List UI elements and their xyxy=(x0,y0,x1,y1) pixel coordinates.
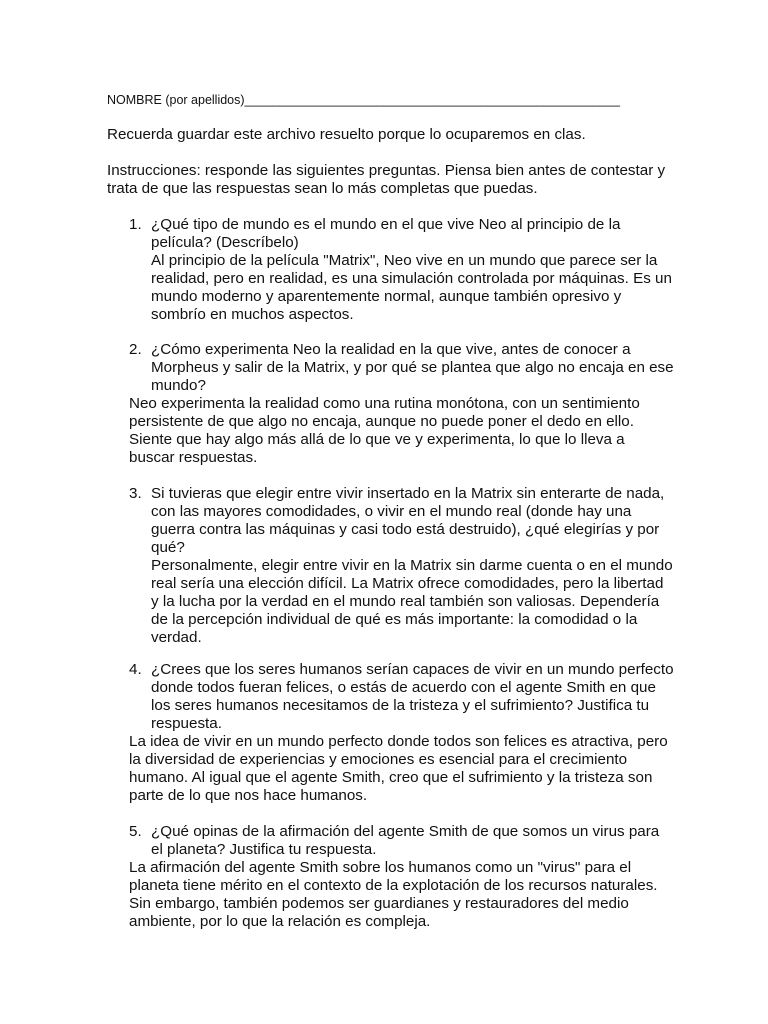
question-text: ¿Crees que los seres humanos serían capaces de vivir en un mundo perfecto donde todos fueran felices, o estás de acuerdo con el agente Smith en que los seres humanos necesitamos de la tristeza y el sufrimiento? Justifica tu respuesta. xyxy=(151,661,674,732)
question-number: 2. xyxy=(129,341,142,358)
question-number: 4. xyxy=(129,661,142,678)
name-field-line: NOMBRE (por apellidos)______________________________________________________ xyxy=(107,93,620,107)
instructions-text: Instrucciones: responde las siguientes preguntas. Piensa bien antes de contestar y trata de que las respuestas sean lo más completas que puedas. xyxy=(107,162,666,197)
answer-text: La afirmación del agente Smith sobre los humanos como un "virus" para el planeta tiene mérito en el contexto de la explotación de los recursos naturales. Sin embargo, también podemos ser guardianes y restauradores del medio ambiente, por lo que la relación es compleja. xyxy=(129,859,658,930)
question-text: Si tuvieras que elegir entre vivir insertado en la Matrix sin enterarte de nada, con las mayores comodidades, o vivir en el mundo real (donde hay una guerra contra las máquinas y casi todo está destruido), ¿qué elegirías y por qué? xyxy=(151,485,665,556)
answer-text: Personalmente, elegir entre vivir en la Matrix sin darme cuenta o en el mundo real sería una elección difícil. La Matrix ofrece comodidades, pero la libertad y la lucha por la verdad en el mundo real también son valiosas. Dependería de la percepción individual de qué es más importante: la comodidad o la verdad. xyxy=(151,557,673,646)
question-item-3 xyxy=(129,485,674,647)
answer-text: Neo experimenta la realidad como una rutina monótona, con un sentimiento persistente de que algo no encaja, aunque no puede poner el dedo en ello. Siente que hay algo más allá de lo que ve y experimenta, lo que lo lleva a buscar respuestas. xyxy=(129,395,640,466)
question-number: 1. xyxy=(129,216,142,233)
question-number: 3. xyxy=(129,485,142,502)
reminder-text: Recuerda guardar este archivo resuelto porque lo ocuparemos en clas. xyxy=(107,126,586,143)
question-item-2 xyxy=(129,341,674,467)
answer-text: La idea de vivir en un mundo perfecto donde todos son felices es atractiva, pero la diversidad de experiencias y emociones es esencial para el crecimiento humano. Al igual que el agente Smith, creo que el sufrimiento y la tristeza son parte de lo que nos hace humanos. xyxy=(129,733,668,804)
question-item-4 xyxy=(129,661,674,805)
question-text: ¿Qué opinas de la afirmación del agente Smith de que somos un virus para el planeta? Justifica tu respuesta. xyxy=(151,823,660,858)
answer-text: Al principio de la película "Matrix", Neo vive en un mundo que parece ser la realidad, pero en realidad, es una simulación controlada por máquinas. Es un mundo moderno y aparentemente normal, aunque también opresivo y sombrío en muchos aspectos. xyxy=(151,252,672,323)
question-number: 5. xyxy=(129,823,142,840)
question-item-5 xyxy=(129,823,674,931)
question-text: ¿Qué tipo de mundo es el mundo en el que vive Neo al principio de la película? (Descríbelo) xyxy=(151,216,621,251)
question-text: ¿Cómo experimenta Neo la realidad en la que vive, antes de conocer a Morpheus y salir de la Matrix, y por qué se plantea que algo no encaja en ese mundo? xyxy=(151,341,674,394)
question-item-1 xyxy=(129,216,674,324)
